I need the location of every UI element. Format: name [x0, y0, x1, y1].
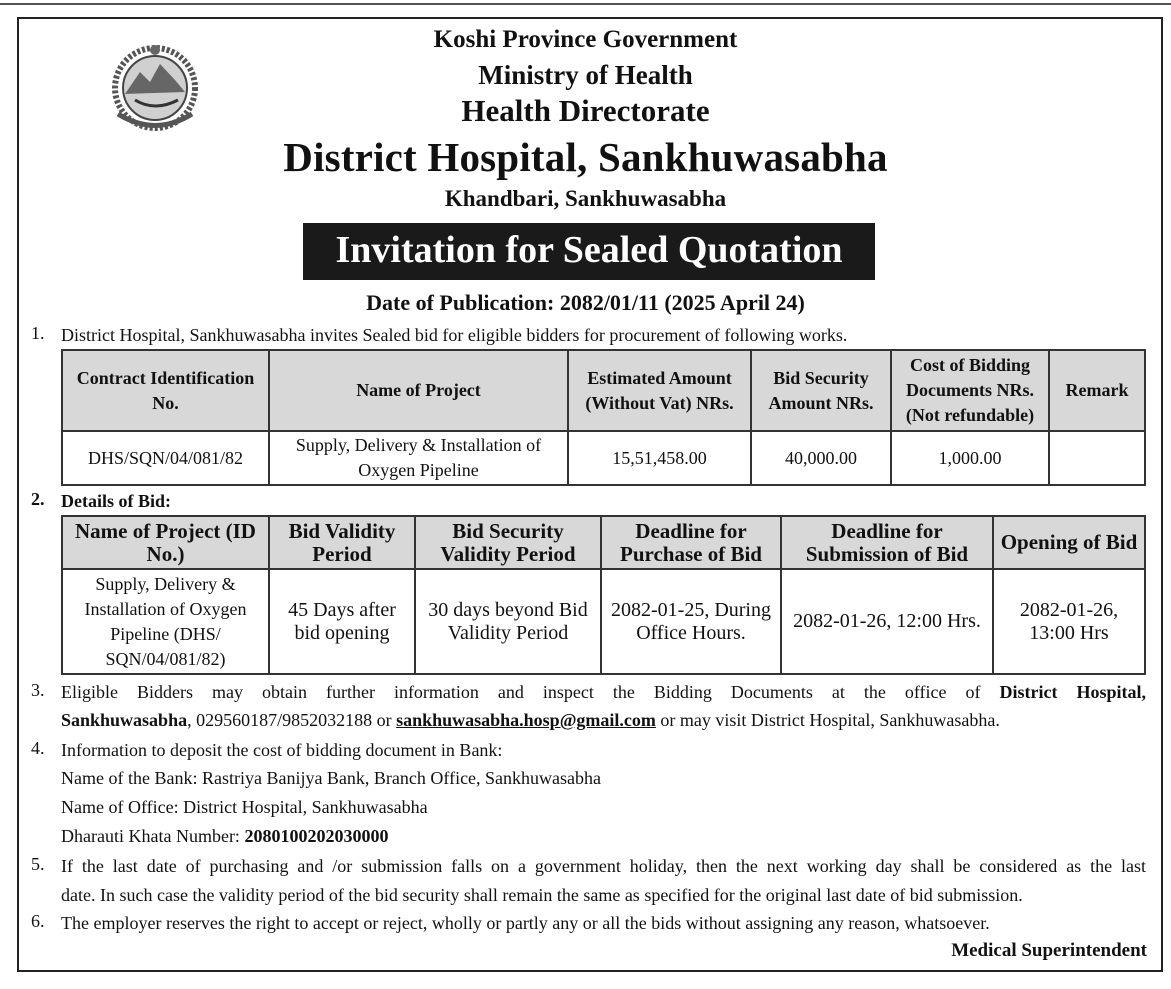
col-header: Deadline for Submission of Bid [781, 516, 993, 569]
col-header: Cost of Bidding Documents NRs. (Not refundable) [891, 350, 1049, 431]
item-number: 2. [31, 489, 45, 509]
item-5-line1: If the last date of purchasing and /or submission falls on a government holiday, then the next working day shall be considered as the last [61, 856, 1146, 876]
table-cell: 2082-01-25, During Office Hours. [601, 569, 781, 674]
col-header: Name of Project (ID No.) [62, 516, 269, 569]
contact-email-link[interactable]: sankhuwasabha.hosp@gmail.com [396, 710, 656, 730]
hospital-address: Khandbari, Sankhuwasabha [444, 186, 727, 211]
header-government: Koshi Province Government [433, 26, 738, 53]
contract-table [61, 349, 1146, 486]
item-1-text: District Hospital, Sankhuwasabha invites Sealed bid for eligible bidders for procurement of following works. [61, 325, 848, 345]
header-directorate: Health Directorate [461, 93, 710, 128]
item-2-text: Details of Bid: [61, 491, 171, 511]
item-number: 5. [31, 854, 45, 874]
item-number: 3. [31, 680, 45, 700]
item-5-line2: date. In such case the validity period of the bid security shall remain the same as specified for the original last date of bid submission. [61, 885, 1023, 905]
col-header: Name of Project [269, 350, 568, 431]
publication-date: Date of Publication: 2082/01/11 (2025 April 24) [366, 290, 805, 315]
hospital-title: District Hospital, Sankhuwasabha [283, 134, 888, 180]
item-3-line1 [61, 680, 1146, 705]
col-header: Bid Validity Period [269, 516, 415, 569]
table-cell: 15,51,458.00 [568, 431, 751, 485]
bid-details-table [61, 515, 1146, 675]
col-header: Bid Security Validity Period [415, 516, 601, 569]
table-cell [1049, 431, 1145, 485]
col-header: Contract Identification No. [62, 350, 269, 431]
signature: Medical Superintendent [951, 940, 1147, 961]
bank-name: Name of the Bank: Rastriya Banijya Bank, Branch Office, Sankhuwasabha [61, 768, 602, 788]
account-number: 2080100202030000 [244, 826, 389, 846]
table-cell: Supply, Delivery & Installation of Oxygen Pipeline [269, 431, 568, 485]
col-header: Opening of Bid [993, 516, 1145, 569]
col-header: Estimated Amount (Without Vat) NRs. [568, 350, 751, 431]
office-name: Name of Office: District Hospital, Sankhuwasabha [61, 797, 428, 817]
item-3-phone: , 029560187/9852032188 or [187, 710, 397, 730]
table-cell: 45 Days after bid opening [269, 569, 415, 674]
table-cell: Supply, Delivery & Installation of Oxygen Pipeline (DHS/ SQN/04/081/82) [62, 569, 269, 674]
item-number: 1. [31, 323, 45, 343]
table-cell: DHS/SQN/04/081/82 [62, 431, 269, 485]
table-cell: 1,000.00 [891, 431, 1049, 485]
item-3-office-cont: Sankhuwasabha [61, 710, 188, 730]
item-3-office: District Hospital, [999, 682, 1146, 702]
item-3-line2 [61, 708, 1000, 733]
item-3-text: Eligible Bidders may obtain further information and inspect the Bidding Documents at the office of [61, 682, 1000, 702]
col-header: Remark [1049, 350, 1145, 431]
table-cell: 2082-01-26, 12:00 Hrs. [781, 569, 993, 674]
notice-banner: Invitation for Sealed Quotation [303, 223, 875, 280]
account-number-line [61, 824, 388, 849]
item-3-tail: or may visit District Hospital, Sankhuwasabha. [655, 710, 1000, 730]
col-header: Deadline for Purchase of Bid [601, 516, 781, 569]
table-cell: 2082-01-26, 13:00 Hrs [993, 569, 1145, 674]
col-header: Bid Security Amount NRs. [751, 350, 891, 431]
item-6-text: The employer reserves the right to accept or reject, wholly or partly any or all the bids without assigning any reason, whatsoever. [61, 913, 990, 933]
item-number: 6. [31, 911, 45, 931]
account-label: Dharauti Khata Number: [61, 826, 245, 846]
item-4-line1: Information to deposit the cost of bidding document in Bank: [61, 740, 503, 760]
table-row [62, 569, 1145, 674]
table-row [62, 431, 1145, 485]
top-rule [0, 3, 1171, 5]
header-ministry: Ministry of Health [478, 60, 693, 90]
table-cell: 40,000.00 [751, 431, 891, 485]
table-cell: 30 days beyond Bid Validity Period [415, 569, 601, 674]
item-number: 4. [31, 738, 45, 758]
